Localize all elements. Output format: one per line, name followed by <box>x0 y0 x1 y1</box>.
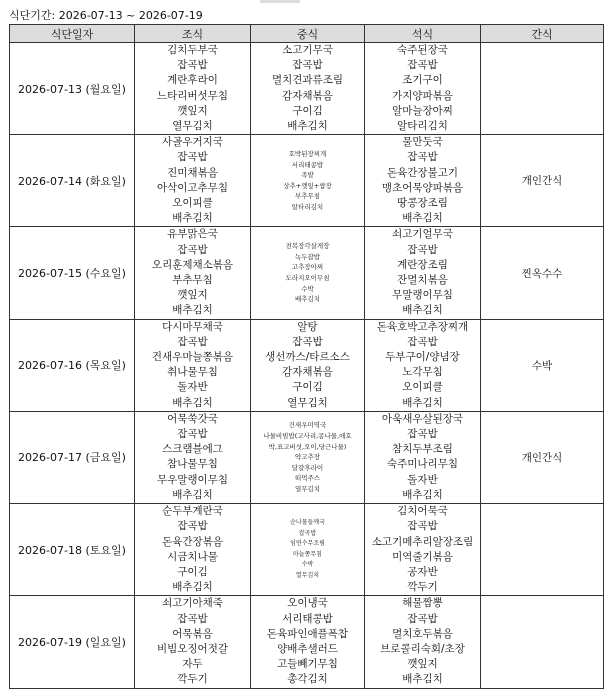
dish-item: 돈육간장볶음 <box>162 535 223 548</box>
dinner-dish-list <box>365 412 480 503</box>
dish-item: 오이피클 <box>172 197 213 210</box>
dish-item: 상추+깻잎+쌈장 <box>283 181 332 190</box>
dish-item: 알타리김치 <box>397 120 448 133</box>
dish-item: 계란후라이 <box>167 74 218 87</box>
dish-item: 호박된장찌개 <box>288 150 327 159</box>
dish-item: 수박 <box>301 284 314 293</box>
dish-item: 열무김치 <box>295 571 320 579</box>
dish-item: 열무김치 <box>172 120 213 133</box>
lunch-cell <box>251 135 365 227</box>
breakfast-dish-list <box>135 135 250 226</box>
header-lunch: 중식 <box>251 25 365 43</box>
snack-cell: 수박 <box>481 319 604 411</box>
dish-item: 김치어묵국 <box>397 505 448 518</box>
dish-item: 깻잎지 <box>407 658 438 671</box>
breakfast-cell <box>135 319 251 411</box>
snack-cell: 개인간식 <box>481 411 604 503</box>
dish-item: 나물비빔밥(고사리,콩나물,애호 <box>263 432 352 440</box>
lunch-cell <box>251 227 365 319</box>
dinner-dish-list <box>365 135 480 226</box>
dish-item: 잡곡밥 <box>177 335 208 348</box>
dish-item: 잡곡밥 <box>177 520 208 533</box>
dish-item: 돌자반 <box>177 381 208 394</box>
dish-item: 박,표고버섯,오이,당근나물) <box>268 442 347 451</box>
weekly-menu-table <box>9 24 604 689</box>
menu-date: 2026-07-19 (일요일) <box>10 596 135 688</box>
dish-item: 공자반 <box>407 565 438 578</box>
dish-item: 유부맑은국 <box>167 228 218 241</box>
dish-item: 노각무침 <box>402 366 443 379</box>
dish-item: 잡곡밥 <box>407 59 438 72</box>
lunch-dish-list <box>251 518 364 581</box>
dish-item: 잡곡밥 <box>407 151 438 164</box>
dinner-cell <box>365 135 481 227</box>
header-row <box>10 25 604 43</box>
dish-item: 돈육호박고추장찌개 <box>376 320 469 333</box>
lunch-cell <box>251 319 365 411</box>
dish-item: 건새우미역국 <box>288 421 327 430</box>
breakfast-cell <box>135 596 251 688</box>
menu-date: 2026-07-15 (수요일) <box>10 227 135 319</box>
menu-body <box>10 43 604 689</box>
dish-item: 잡곡밥 <box>407 520 438 533</box>
dish-item: 잡곡밥 <box>407 428 438 441</box>
dinner-cell <box>365 411 481 503</box>
dish-item: 감자채볶음 <box>282 366 333 379</box>
dish-item: 잡곡밥 <box>407 335 438 348</box>
lunch-cell <box>251 596 365 688</box>
snack-cell: 찐옥수수 <box>481 227 604 319</box>
dish-item: 고추장아찌 <box>291 263 324 272</box>
dish-item: 배추김치 <box>172 212 213 225</box>
menu-date: 2026-07-16 (목요일) <box>10 319 135 411</box>
lunch-dish-list <box>251 149 364 213</box>
dish-item: 맹초어묵양파볶음 <box>381 181 464 194</box>
dish-item: 잡곡밥 <box>298 529 317 537</box>
dish-item: 참치두부조림 <box>392 443 453 456</box>
dinner-dish-list <box>365 227 480 318</box>
menu-row <box>10 319 604 411</box>
dish-item: 배추김치 <box>287 120 328 133</box>
dish-item: 알마늘장아찌 <box>392 104 453 117</box>
dish-item: 물만둣국 <box>402 136 443 149</box>
dish-item: 열무김치 <box>287 396 328 409</box>
dish-item: 서리태콩밥 <box>282 612 333 625</box>
dish-item: 배추김치 <box>402 212 443 225</box>
breakfast-cell <box>135 135 251 227</box>
dinner-cell <box>365 43 481 135</box>
dish-item: 돈육파인애플폭찹 <box>266 627 349 640</box>
dish-item: 잡곡밥 <box>407 612 438 625</box>
dish-item: 건새우마늘쫑볶음 <box>151 351 234 364</box>
dish-item: 순나물들깨국 <box>290 519 325 527</box>
dinner-dish-list <box>365 596 480 687</box>
header-date: 식단일자 <box>10 25 135 43</box>
dish-item: 배추김치 <box>172 488 213 501</box>
menu-period: 식단기간: 2026-07-13 ~ 2026-07-19 <box>9 9 203 22</box>
dish-item: 미역줄기볶음 <box>392 550 453 563</box>
breakfast-dish-list <box>135 504 250 595</box>
dish-item: 구이김 <box>292 381 323 394</box>
dish-item: 참나물무침 <box>167 458 218 471</box>
dish-item: 깍두기 <box>407 581 438 594</box>
menu-date: 2026-07-17 (금요일) <box>10 411 135 503</box>
dish-item: 잡곡밥 <box>177 428 208 441</box>
breakfast-cell <box>135 43 251 135</box>
breakfast-dish-list <box>135 320 250 411</box>
dish-item: 족발 <box>301 171 314 180</box>
dish-item: 깻잎지 <box>177 104 208 117</box>
dish-item: 스크램블에그 <box>162 443 223 456</box>
dinner-dish-list <box>365 504 480 595</box>
dish-item: 생선까스/타르소스 <box>265 351 350 364</box>
lunch-cell <box>251 43 365 135</box>
lunch-cell <box>251 411 365 503</box>
dish-item: 사골우거지국 <box>162 136 223 149</box>
menu-row <box>10 227 604 319</box>
dinner-cell <box>365 504 481 596</box>
dinner-cell <box>365 596 481 688</box>
breakfast-dish-list <box>135 412 250 503</box>
dish-item: 어묵쑥갓국 <box>167 412 218 425</box>
lunch-dish-list <box>251 596 364 687</box>
breakfast-cell <box>135 227 251 319</box>
dish-item: 배추김치 <box>294 295 321 304</box>
dish-item: 부추무침 <box>294 192 321 201</box>
header-breakfast: 조식 <box>135 25 251 43</box>
dish-item: 소고기메추리알장조림 <box>371 535 474 548</box>
dish-item: 쇠고기얼무국 <box>392 228 453 241</box>
dish-item: 아욱새우살된장국 <box>381 412 464 425</box>
dish-item: 잔멸치볶음 <box>397 274 448 287</box>
dish-item: 무말랭이무침 <box>392 289 453 302</box>
dish-item: 잡곡밥 <box>177 59 208 72</box>
dish-item: 해물짬뽕 <box>402 597 443 610</box>
dish-item: 무우말랭이무침 <box>156 473 228 486</box>
dish-item: 녹두잡밥 <box>294 252 321 261</box>
dish-item: 다시마무채국 <box>162 320 223 333</box>
dish-item: 배추김치 <box>402 396 443 409</box>
dish-item: 자두 <box>182 658 203 671</box>
lunch-dish-list <box>251 420 364 494</box>
dish-item: 감자채볶음 <box>282 89 333 102</box>
dish-item: 전복장각살게장 <box>285 242 330 251</box>
dish-item: 잡곡밥 <box>177 151 208 164</box>
dish-item: 도라지오이무침 <box>285 274 330 283</box>
dish-item: 취나물무침 <box>167 366 218 379</box>
dish-item: 쇠고기아채죽 <box>162 597 223 610</box>
lunch-dish-list <box>251 43 364 134</box>
dish-item: 알탕 <box>297 320 318 333</box>
dish-item: 배추김치 <box>402 673 443 686</box>
dish-item: 멸치견과류조림 <box>271 74 343 87</box>
dish-item: 달걀후라이 <box>291 463 324 472</box>
breakfast-dish-list <box>135 227 250 318</box>
dish-item: 순두부계란국 <box>162 505 223 518</box>
header-snack: 간식 <box>481 25 604 43</box>
dish-item: 시금치나물 <box>167 550 218 563</box>
breakfast-dish-list <box>135 43 250 134</box>
dish-item: 오이냉국 <box>287 597 328 610</box>
dish-item: 브로콜리숙회/초장 <box>380 642 465 655</box>
menu-row <box>10 596 604 688</box>
dish-item: 오이피클 <box>402 381 443 394</box>
dish-item: 양배추샐러드 <box>277 642 338 655</box>
dish-item: 숙주된장국 <box>397 44 448 56</box>
lunch-cell <box>251 504 365 596</box>
dish-item: 진미채볶음 <box>167 166 218 179</box>
dish-item: 깻잎지 <box>177 289 208 302</box>
menu-date: 2026-07-14 (화요일) <box>10 135 135 227</box>
lunch-dish-list <box>251 241 364 305</box>
dish-item: 서리태콩밥 <box>291 160 324 169</box>
dish-item: 돌자반 <box>407 473 438 486</box>
dish-item: 배추김치 <box>402 488 443 501</box>
dish-item: 비빔오징어젓갈 <box>156 642 228 655</box>
dish-item: 수박 <box>301 561 314 569</box>
dish-item: 아삭이고추무침 <box>156 181 228 194</box>
dish-item: 총각김치 <box>287 673 328 686</box>
dish-item: 땅콩장조림 <box>397 197 448 210</box>
dish-item: 숙주미나리무침 <box>386 458 458 471</box>
menu-row <box>10 504 604 596</box>
dish-item: 어묵볶음 <box>172 627 213 640</box>
lunch-dish-list <box>251 320 364 411</box>
dish-item: 잡곡밥 <box>292 335 323 348</box>
dish-item: 부추무침 <box>172 274 213 287</box>
dish-item: 약고추장 <box>294 453 321 462</box>
menu-date: 2026-07-13 (월요일) <box>10 43 135 135</box>
dish-item: 구이김 <box>292 104 323 117</box>
dish-item: 배추김치 <box>172 396 213 409</box>
dish-item: 배추김치 <box>402 304 443 317</box>
breakfast-cell <box>135 504 251 596</box>
dish-item: 소고기무국 <box>282 44 333 56</box>
dish-item: 멸치호두볶음 <box>392 627 453 640</box>
menu-row <box>10 43 604 135</box>
menu-date: 2026-07-18 (토요일) <box>10 504 135 596</box>
dish-item: 깍두기 <box>177 673 208 686</box>
breakfast-cell <box>135 411 251 503</box>
dish-item: 가지양파볶음 <box>392 89 453 102</box>
snack-cell <box>481 596 604 688</box>
dish-item: 임연수무조림 <box>290 540 325 548</box>
dinner-cell <box>365 319 481 411</box>
dish-item: 김치두부국 <box>167 44 218 56</box>
dish-item: 조기구이 <box>402 74 443 87</box>
dish-item: 마늘쫑무침 <box>293 550 322 558</box>
dish-item: 떠먹주스 <box>294 474 321 483</box>
dish-item: 잡곡밥 <box>177 243 208 256</box>
dinner-dish-list <box>365 320 480 411</box>
dinner-cell <box>365 227 481 319</box>
dinner-dish-list <box>365 43 480 134</box>
snack-cell <box>481 504 604 596</box>
menu-row <box>10 135 604 227</box>
dish-item: 구이김 <box>177 565 208 578</box>
dish-item: 고들빼기무침 <box>277 658 338 671</box>
menu-row <box>10 411 604 503</box>
dish-item: 잡곡밥 <box>177 612 208 625</box>
dish-item: 계란장조림 <box>397 258 448 271</box>
snack-cell <box>481 43 604 135</box>
header-dinner: 석식 <box>365 25 481 43</box>
dish-item: 배추김치 <box>172 304 213 317</box>
dish-item: 두부구이/양념장 <box>385 351 460 364</box>
breakfast-dish-list <box>135 596 250 687</box>
dish-item: 배추김치 <box>172 581 213 594</box>
dish-item: 느타리버섯무침 <box>156 89 228 102</box>
dish-item: 잡곡밥 <box>407 243 438 256</box>
top-cropped-title <box>260 0 300 3</box>
dish-item: 돈육간장불고기 <box>386 166 458 179</box>
dish-item: 오리훈제채소볶음 <box>151 258 234 271</box>
dish-item: 잡곡밥 <box>292 59 323 72</box>
dish-item: 알타리김치 <box>291 203 324 212</box>
dish-item: 열무김치 <box>294 484 321 493</box>
snack-cell: 개인간식 <box>481 135 604 227</box>
